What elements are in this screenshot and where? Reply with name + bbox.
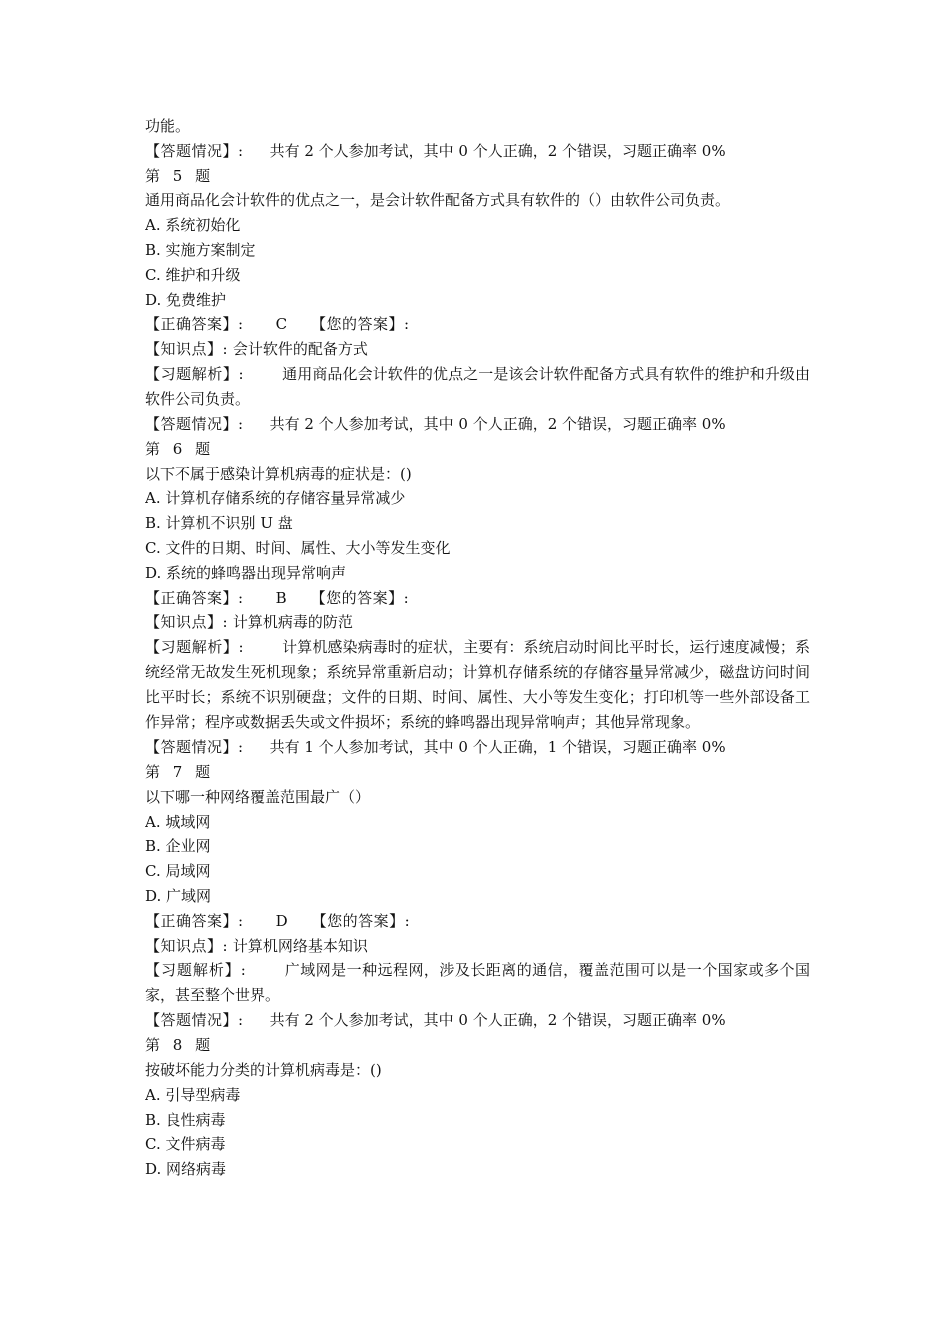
option-d: D. 免费维护 <box>145 290 227 309</box>
question-stem: 以下哪一种网络覆盖范围最广（） <box>145 787 371 806</box>
answer-stats <box>145 1008 810 1033</box>
correct-answer-label: 【正确答案】: <box>145 315 244 334</box>
answer-line <box>145 586 810 611</box>
question-number: 第 8 题 <box>145 1036 215 1055</box>
question-stem: 以下不属于感染计算机病毒的症状是：() <box>145 464 412 483</box>
option-b: B. 实施方案制定 <box>145 240 256 259</box>
question-number: 第 6 题 <box>145 439 215 458</box>
knowledge-label: 【知识点】: <box>145 936 229 955</box>
option-c: C. 文件的日期、时间、属性、大小等发生变化 <box>145 538 451 557</box>
question-stem: 按破坏能力分类的计算机病毒是：() <box>145 1060 382 1079</box>
answer-stats <box>145 139 810 164</box>
correct-answer-value: C <box>275 315 288 334</box>
analysis-label: 【习题解析】: <box>145 364 245 383</box>
previous-question-fragment: 功能。 <box>145 117 191 135</box>
option-a: A. 城域网 <box>145 812 211 831</box>
option-b: B. 企业网 <box>145 837 211 856</box>
analysis <box>145 362 810 412</box>
correct-answer-value: B <box>275 588 287 607</box>
your-answer-label: 【您的答案】: <box>311 315 410 334</box>
question-number: 第 7 题 <box>145 762 215 781</box>
stats-label: 【答题情况】: <box>145 141 244 160</box>
knowledge-label: 【知识点】: <box>145 340 229 359</box>
option-c: C. 局域网 <box>145 862 211 881</box>
option-a: A. 系统初始化 <box>145 216 241 235</box>
correct-answer-value: D <box>275 911 288 930</box>
option-b: B. 良性病毒 <box>145 1110 226 1129</box>
knowledge-value: 计算机网络基本知识 <box>232 936 368 955</box>
analysis <box>145 635 810 735</box>
stats-label: 【答题情况】: <box>145 414 244 433</box>
your-answer-label: 【您的答案】: <box>311 911 411 930</box>
knowledge-value: 计算机病毒的防范 <box>232 613 353 632</box>
answer-stats <box>145 735 810 760</box>
option-d: D. 系统的蜂鸣器出现异常响声 <box>145 563 347 582</box>
analysis-label: 【习题解析】: <box>145 961 247 980</box>
question-stem: 通用商品化会计软件的优点之一，是会计软件配备方式具有软件的（）由软件公司负责。 <box>145 191 731 210</box>
knowledge-point <box>145 610 810 635</box>
option-c: C. 文件病毒 <box>145 1135 226 1154</box>
analysis-text: 广域网是一种远程网，涉及长距离的通信，覆盖范围可以是一个国家或多个国家，甚至整个世界。 <box>145 961 810 1005</box>
analysis-text: 通用商品化会计软件的优点之一是该会计软件配备方式具有软件的维护和升级由软件公司负责。 <box>145 364 810 408</box>
option-a: A. 计算机存储系统的存储容量异常减少 <box>145 489 406 508</box>
document-body <box>145 114 810 1182</box>
analysis <box>145 958 810 1008</box>
answer-line <box>145 909 810 934</box>
stats-text: 共有 2 个人参加考试，其中 0 个人正确，2 个错误，习题正确率 0% <box>269 414 726 433</box>
option-d: D. 网络病毒 <box>145 1160 227 1179</box>
knowledge-point <box>145 934 810 959</box>
knowledge-value: 会计软件的配备方式 <box>232 340 368 359</box>
analysis-label: 【习题解析】: <box>145 638 245 657</box>
knowledge-point <box>145 337 810 362</box>
option-c: C. 维护和升级 <box>145 265 241 284</box>
analysis-text: 计算机感染病毒时的症状，主要有：系统启动时间比平时长，运行速度减慢；系统经常无故发生死机现象；系统异常重新启动；计算机存储系统的存储容量异常减少，磁盘访问时间比平时长；系统不识别硬盘；文件的日期、时间、属性、大小等发生变化；打印机等一些外部设备工作异常；程序或数据丢失或文件损坏；系统的蜂鸣器出现异常响声；其他异常现象。 <box>145 638 810 732</box>
stats-label: 【答题情况】: <box>145 1011 244 1030</box>
knowledge-label: 【知识点】: <box>145 613 229 632</box>
stats-text: 共有 1 个人参加考试，其中 0 个人正确，1 个错误，习题正确率 0% <box>269 738 726 757</box>
stats-text: 共有 2 个人参加考试，其中 0 个人正确，2 个错误，习题正确率 0% <box>269 141 726 160</box>
option-b: B. 计算机不识别 U 盘 <box>145 514 293 533</box>
option-a: A. 引导型病毒 <box>145 1085 241 1104</box>
answer-line <box>145 312 810 337</box>
question-number: 第 5 题 <box>145 166 215 185</box>
answer-stats <box>145 412 810 437</box>
stats-text: 共有 2 个人参加考试，其中 0 个人正确，2 个错误，习题正确率 0% <box>269 1011 726 1030</box>
correct-answer-label: 【正确答案】: <box>145 588 244 607</box>
your-answer-label: 【您的答案】: <box>310 588 410 607</box>
correct-answer-label: 【正确答案】: <box>145 911 244 930</box>
option-d: D. 广域网 <box>145 886 212 905</box>
stats-label: 【答题情况】: <box>145 738 244 757</box>
